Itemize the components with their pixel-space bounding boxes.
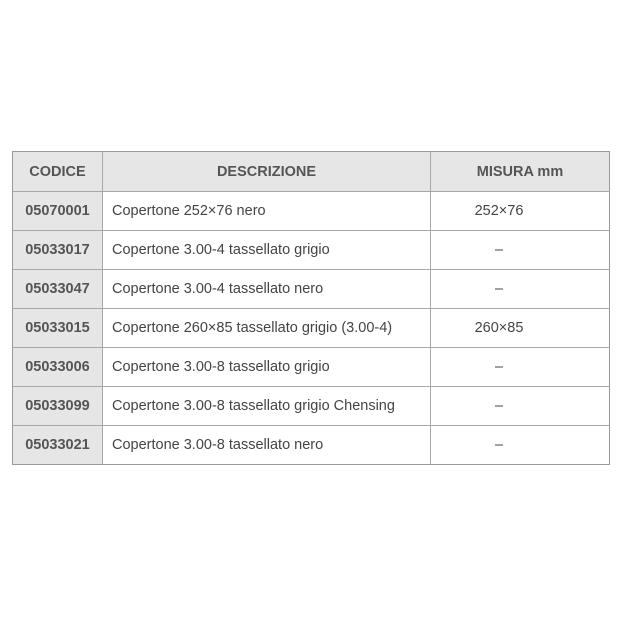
row-size-cell bbox=[431, 387, 609, 425]
row-code: 05033099 bbox=[13, 387, 103, 425]
row-size: – bbox=[494, 359, 504, 375]
table-row bbox=[13, 230, 609, 269]
row-size: – bbox=[494, 437, 504, 453]
header-description: DESCRIZIONE bbox=[103, 152, 431, 191]
row-size: 260×85 bbox=[474, 320, 524, 336]
row-size-cell bbox=[431, 348, 609, 386]
row-size-cell bbox=[431, 426, 609, 464]
row-size: – bbox=[494, 281, 504, 297]
row-size: 252×76 bbox=[474, 203, 524, 219]
table-row bbox=[13, 347, 609, 386]
row-code: 05070001 bbox=[13, 192, 103, 230]
row-description: Copertone 252×76 nero bbox=[103, 192, 431, 230]
table-row bbox=[13, 425, 609, 464]
row-size-cell bbox=[431, 309, 609, 347]
row-size: – bbox=[494, 242, 504, 258]
row-size: – bbox=[494, 398, 504, 414]
row-description: Copertone 3.00-4 tassellato nero bbox=[103, 270, 431, 308]
row-description: Copertone 3.00-8 tassellato grigio bbox=[103, 348, 431, 386]
table-row bbox=[13, 269, 609, 308]
table-header bbox=[13, 152, 609, 191]
row-size-cell bbox=[431, 270, 609, 308]
row-code: 05033021 bbox=[13, 426, 103, 464]
row-code: 05033047 bbox=[13, 270, 103, 308]
row-description: Copertone 3.00-8 tassellato nero bbox=[103, 426, 431, 464]
row-description: Copertone 260×85 tassellato grigio (3.00-4) bbox=[103, 309, 431, 347]
product-table bbox=[12, 151, 610, 465]
table-row bbox=[13, 308, 609, 347]
row-code: 05033015 bbox=[13, 309, 103, 347]
row-description: Copertone 3.00-8 tassellato grigio Chensing bbox=[103, 387, 431, 425]
table-row bbox=[13, 191, 609, 230]
row-code: 05033006 bbox=[13, 348, 103, 386]
row-size-cell bbox=[431, 231, 609, 269]
row-size-cell bbox=[431, 192, 609, 230]
row-code: 05033017 bbox=[13, 231, 103, 269]
header-size: MISURA mm bbox=[431, 152, 609, 191]
table-row bbox=[13, 386, 609, 425]
row-description: Copertone 3.00-4 tassellato grigio bbox=[103, 231, 431, 269]
header-code: CODICE bbox=[13, 152, 103, 191]
